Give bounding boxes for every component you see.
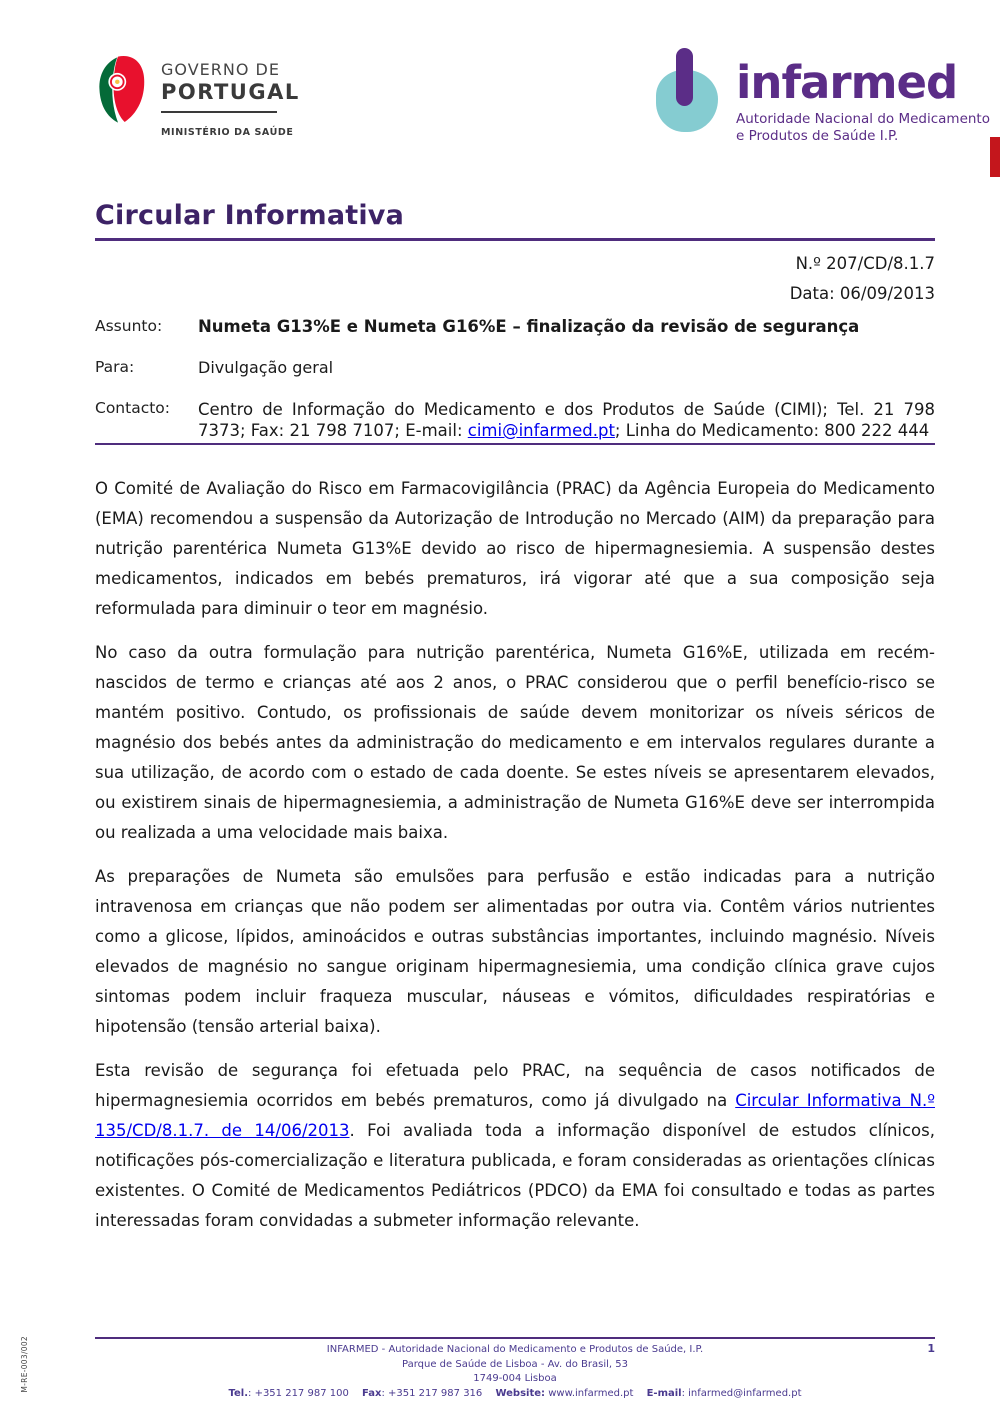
contacto-text-before: Centro de Informação do Medicamento e dos Produtos de Saúde (CIMI); Tel. 21 798 7373; Fax: 21 798 7107; E-mail: xyxy=(198,400,935,440)
infarmed-subtitle-line2: e Produtos de Saúde I.P. xyxy=(736,128,899,144)
infarmed-subtitle-line1: Autoridade Nacional do Medicamento xyxy=(736,111,990,127)
meta-row-para xyxy=(95,358,935,377)
paragraph-4-after: . Foi avaliada toda a informação disponível de estudos clínicos, notificações pós-comercialização e literatura publicada, e foram consideradas as orientações clínicas existentes. O Comité de Medicamentos Pediátricos (PDCO) da EMA foi consultado e todas as partes interessadas foram convidadas a submeter informação relevante. xyxy=(95,1121,935,1230)
content-column xyxy=(95,200,935,1250)
infarmed-logo-text xyxy=(736,48,990,145)
footer-email: E-mail: infarmed@infarmed.pt xyxy=(646,1387,802,1399)
footer-fax: Fax: +351 217 987 316 xyxy=(362,1387,483,1399)
gov-logo-ministry: MINISTÉRIO DA SAÚDE xyxy=(161,127,294,138)
infarmed-logo xyxy=(652,48,990,145)
footer-city-line: 1749-004 Lisboa xyxy=(473,1373,557,1384)
gov-logo-text xyxy=(161,52,300,138)
footer-address-line: Parque de Saúde de Lisboa - Av. do Brasil, 53 xyxy=(402,1358,628,1370)
document-side-code: M-RE-003/002 xyxy=(20,1336,29,1393)
paragraph-1: O Comité de Avaliação do Risco em Farmacovigilância (PRAC) da Agência Europeia do Medicamento (EMA) recomendou a suspensão da Autorização de Introdução no Mercado (AIM) da preparação para nutrição parentérica Numeta G13%E devido ao risco de hipermagnesiemia. A suspensão destes medicamentos, indicados em bebés prematuros, irá vigorar até que a sua composição seja reformulada para diminuir o teor em magnésio. xyxy=(95,479,935,618)
assunto-value: Numeta G13%E e Numeta G16%E – finalização da revisão de segurança xyxy=(198,317,860,336)
para-label: Para: xyxy=(95,358,135,376)
header-separator-rule xyxy=(95,443,935,445)
footer-website: Website: www.infarmed.pt xyxy=(495,1387,634,1399)
paragraph-3: As preparações de Numeta são emulsões para perfusão e estão indicadas para a nutrição intravenosa em crianças que não podem ser alimentadas por outra via. Contêm vários nutrientes como a glicose, lípidos, aminoácidos e outras substâncias importantes, incluindo magnésio. Níveis elevados de magnésio no sangue originam hipermagnesiemia, uma condição clínica grave cujos sintomas podem incluir fraqueza muscular, náuseas e vómitos, dificuldades respiratórias e hipotensão (tensão arterial baixa). xyxy=(95,867,935,1036)
footer-org-line: INFARMED - Autoridade Nacional do Medicamento e Produtos de Saúde, I.P. xyxy=(326,1344,704,1355)
infarmed-wordmark: infarmed xyxy=(736,56,958,109)
gov-logo-line1: GOVERNO DE xyxy=(161,60,280,79)
page-title: Circular Informativa xyxy=(95,200,405,231)
gov-portugal-logo xyxy=(95,52,300,138)
meta-block xyxy=(95,317,935,441)
meta-row-assunto xyxy=(95,317,935,336)
page-edge-red-strip xyxy=(990,137,1000,177)
contacto-text-after: ; Linha do Medicamento: 800 222 444 xyxy=(614,421,930,440)
body-text xyxy=(95,474,935,1236)
paragraph-4 xyxy=(95,1056,935,1236)
page-number: 1 xyxy=(927,1342,935,1355)
circular-135-link[interactable]: Circular Informativa N.º 135/CD/8.1.7. de 14/06/2013 xyxy=(95,1091,935,1140)
para-value: Divulgação geral xyxy=(198,358,334,377)
page-footer xyxy=(95,1337,935,1401)
portugal-emblem-icon xyxy=(95,52,147,128)
circular-date: Data: 06/09/2013 xyxy=(789,284,935,303)
assunto-label: Assunto: xyxy=(95,317,163,335)
footer-contact-line xyxy=(95,1387,935,1402)
contacto-label: Contacto: xyxy=(95,399,171,417)
gov-logo-rule xyxy=(161,111,277,113)
infarmed-power-icon xyxy=(652,48,730,143)
infarmed-subtitle xyxy=(736,111,990,145)
cimi-email-link[interactable]: cimi@infarmed.pt xyxy=(467,421,615,440)
footer-tel: Tel.: +351 217 987 100 xyxy=(228,1387,349,1399)
gov-logo-line2: PORTUGAL xyxy=(161,80,300,104)
circular-number: N.º 207/CD/8.1.7 xyxy=(795,254,935,273)
paragraph-4-before: Esta revisão de segurança foi efetuada pelo PRAC, na sequência de casos notificados de hipermagnesiemia ocorridos em bebés prematuros, como já divulgado na xyxy=(95,1061,935,1110)
infarmed-pill-shape xyxy=(676,48,693,106)
title-rule xyxy=(95,238,935,241)
contacto-value xyxy=(198,399,935,441)
meta-row-contacto xyxy=(95,399,935,441)
paragraph-2: No caso da outra formulação para nutrição parentérica, Numeta G16%E, utilizada em recém-nascidos de termo e crianças até aos 2 anos, o PRAC considerou que o perfil benefício-risco se mantém positivo. Contudo, os profissionais de saúde devem monitorizar os níveis séricos de magnésio dos bebés antes da administração do medicamento e em intervalos regulares durante a sua utilização, de acordo com o estado de cada doente. Se estes níveis se apresentarem elevados, ou existirem sinais de hipermagnesiemia, a administração de Numeta G16%E deve ser interrompida ou realizada a uma velocidade mais baixa. xyxy=(95,643,935,842)
